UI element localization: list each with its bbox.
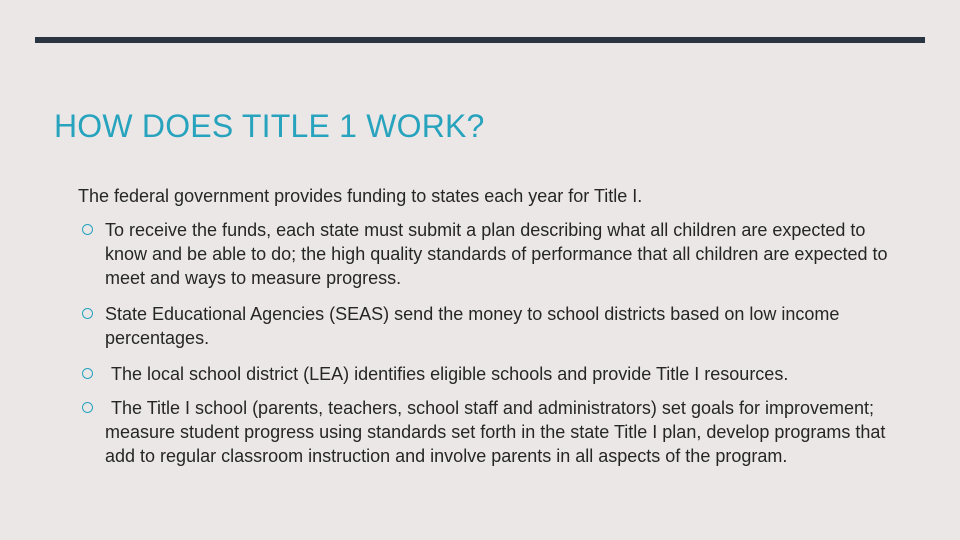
bullet-item-lea <box>82 362 912 386</box>
bullet-text: The local school district (LEA) identifies eligible schools and provide Title I resources. <box>111 364 789 384</box>
bullet-text: The Title I school (parents, teachers, school staff and administrators) set goals for improvement; measure student progress using standards set forth in the state Title I plan, develop programs that add to regular classroom instruction and involve parents in all aspects of the program. <box>105 398 886 466</box>
bullet-item-state-plan <box>82 218 912 290</box>
bullet-text: State Educational Agencies (SEAS) send the money to school districts based on low income percentages. <box>105 304 840 348</box>
bullet-item-seas <box>82 302 912 350</box>
bullet-item-title-i-school <box>82 396 912 468</box>
bullet-text: To receive the funds, each state must submit a plan describing what all children are expected to know and be able to do; the high quality standards of performance that all children are expected to meet and ways to measure progress. <box>105 220 888 288</box>
slide-title: HOW DOES TITLE 1 WORK? <box>54 108 485 144</box>
bullet-list <box>82 218 912 468</box>
circle-outline-icon <box>82 402 93 413</box>
circle-outline-icon <box>82 224 93 235</box>
circle-outline-icon <box>82 368 93 379</box>
circle-outline-icon <box>82 308 93 319</box>
top-accent-bar <box>35 37 925 43</box>
intro-text: The federal government provides funding to states each year for Title I. <box>78 186 643 206</box>
